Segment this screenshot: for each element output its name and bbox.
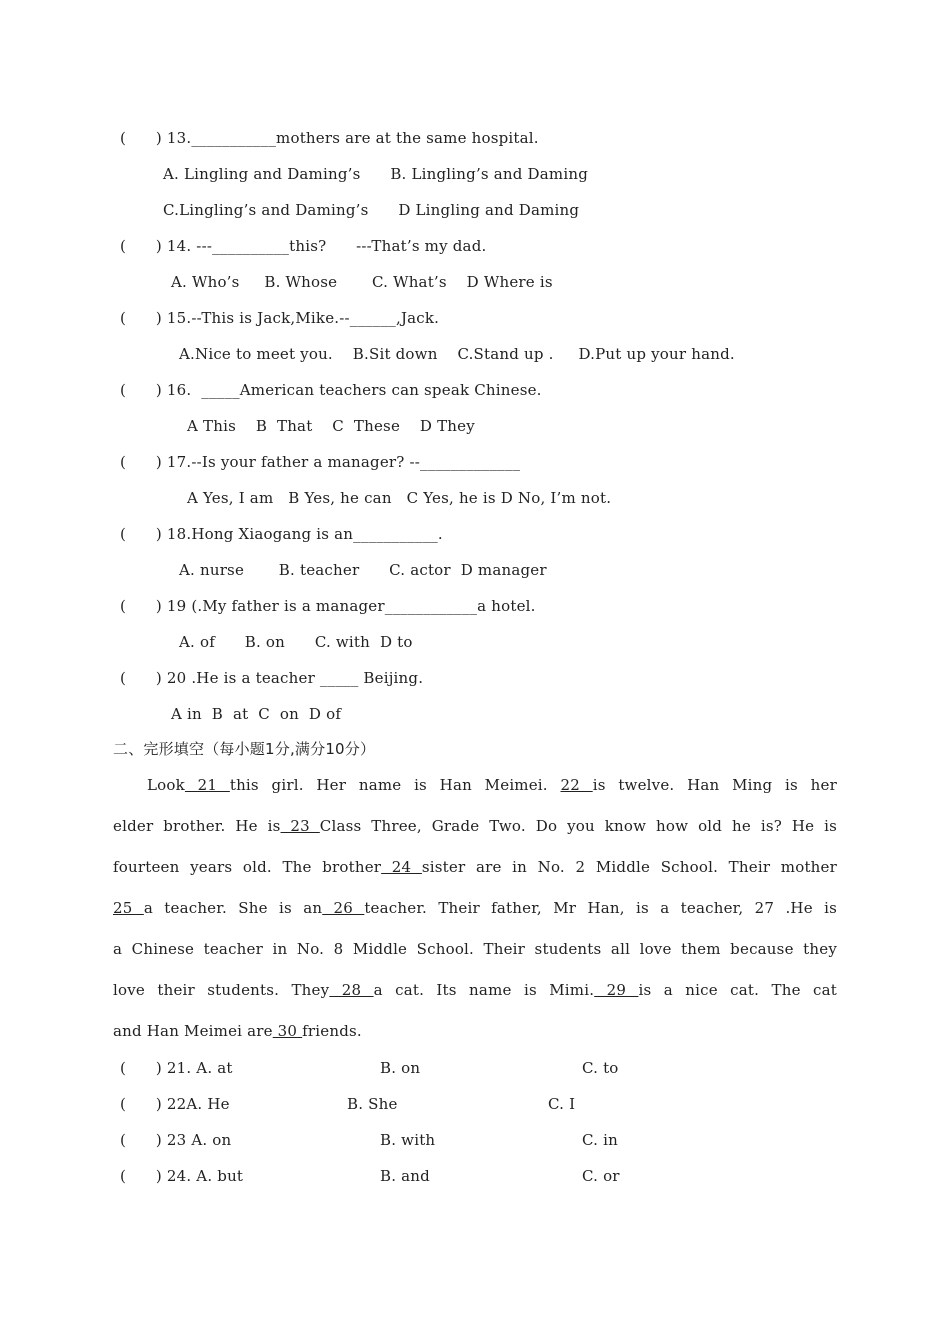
question-13-options-2: C.Lingling’s and Daming’s D Lingling and Daming <box>163 201 580 219</box>
cloze-22-a: ( ) 22A. He <box>120 1095 230 1113</box>
question-20-options: A in B at C on D of <box>171 705 342 723</box>
text: elder brother. He is <box>113 817 281 835</box>
blank-22: 22 <box>560 776 593 794</box>
question-13-options-1: A. Lingling and Daming’s B. Lingling’s and Daming <box>163 165 589 183</box>
passage-line-3 <box>113 857 837 877</box>
cloze-24-a: ( ) 24. A. but <box>120 1167 244 1185</box>
text: Class Three, Grade Two. Do you know how old he is? He is <box>319 817 837 835</box>
passage-line-7 <box>113 1021 837 1041</box>
passage-line-2 <box>113 816 837 836</box>
text: Look <box>147 776 185 794</box>
question-18-stem: ( ) 18.Hong Xiaogang is an___________. <box>120 525 443 543</box>
text: a cat. Its name is Mimi. <box>373 981 595 999</box>
cloze-23-a: ( ) 23 A. on <box>120 1131 232 1149</box>
text: friends. <box>302 1022 362 1040</box>
question-19-stem: ( ) 19 (.My father is a manager____________a hotel. <box>120 597 536 615</box>
passage-line-5 <box>113 939 837 959</box>
question-14-stem: ( ) 14. ---__________this? ---That’s my dad. <box>120 237 487 255</box>
cloze-21-a: ( ) 21. A. at <box>120 1059 233 1077</box>
cloze-21-c: C. to <box>582 1059 619 1077</box>
question-16-stem: ( ) 16. _____American teachers can speak Chinese. <box>120 381 542 399</box>
cloze-24-c: C. or <box>582 1167 620 1185</box>
question-17-stem: ( ) 17.--Is your father a manager? --_____________ <box>120 453 521 471</box>
blank-28: 28 <box>329 981 374 999</box>
question-13-stem: ( ) 13.___________mothers are at the same hospital. <box>120 129 539 147</box>
section-2-title: 二、完形填空（每小题1分,满分10分） <box>113 740 376 758</box>
passage-line-1 <box>147 775 837 795</box>
cloze-22-c: C. I <box>548 1095 576 1113</box>
text: a teacher. She is an <box>143 899 323 917</box>
passage-line-6 <box>113 980 837 1000</box>
text: a Chinese teacher in No. 8 Middle School. Their students all love them because they <box>113 940 837 958</box>
blank-26: 26 <box>322 899 365 917</box>
cloze-21-b: B. on <box>380 1059 421 1077</box>
question-14-options: A. Who’s B. Whose C. What’s D Where is <box>171 273 553 291</box>
text: is twelve. Han Ming is her <box>592 776 837 794</box>
blank-25: 25 <box>113 899 144 917</box>
blank-24: 24 <box>381 858 422 876</box>
question-15-options: A.Nice to meet you. B.Sit down C.Stand up . D.Put up your hand. <box>179 345 735 363</box>
cloze-23-b: B. with <box>380 1131 436 1149</box>
text: this girl. Her name is Han Meimei. <box>229 776 561 794</box>
question-19-options: A. of B. on C. with D to <box>179 633 413 651</box>
question-18-options: A. nurse B. teacher C. actor D manager <box>179 561 547 579</box>
blank-21: 21 <box>184 776 230 794</box>
blank-30: 30 <box>272 1022 303 1040</box>
question-20-stem: ( ) 20 .He is a teacher _____ Beijing. <box>120 669 424 687</box>
cloze-23-c: C. in <box>582 1131 618 1149</box>
text: teacher. Their father, Mr Han, is a teacher, 27 .He is <box>364 899 837 917</box>
cloze-22-b: B. She <box>347 1095 398 1113</box>
question-17-options: A Yes, I am B Yes, he can C Yes, he is D No, I’m not. <box>187 489 612 507</box>
text: and Han Meimei are <box>113 1022 273 1040</box>
text: is a nice cat. The cat <box>638 981 837 999</box>
text: love their students. They <box>113 981 330 999</box>
question-15-stem: ( ) 15.--This is Jack,Mike.--______,Jack. <box>120 309 440 327</box>
blank-29: 29 <box>594 981 639 999</box>
blank-23: 23 <box>280 817 320 835</box>
cloze-24-b: B. and <box>380 1167 430 1185</box>
passage-line-4 <box>113 898 837 918</box>
text: fourteen years old. The brother <box>113 858 382 876</box>
text: sister are in No. 2 Middle School. Their mother <box>421 858 837 876</box>
question-16-options: A This B That C These D They <box>187 417 475 435</box>
